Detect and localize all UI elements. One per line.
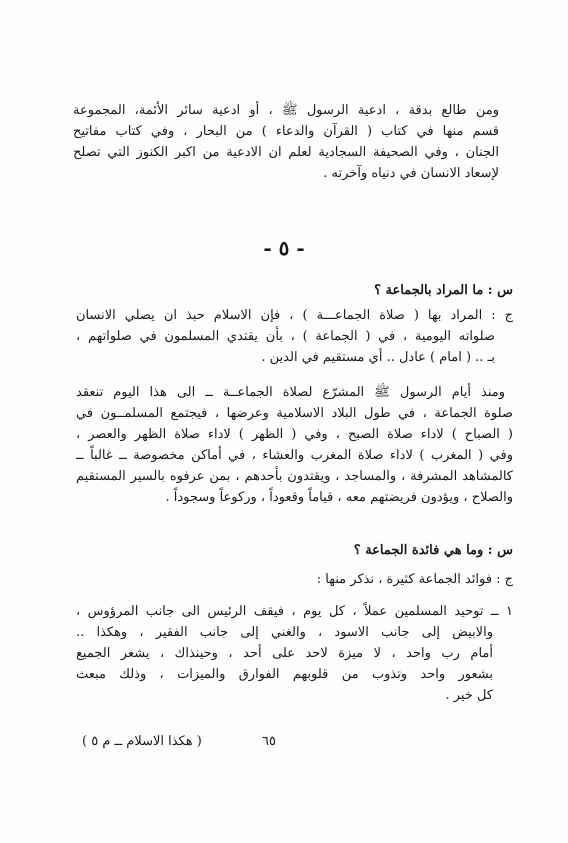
list-item-line: بشعور واحد وتذوب من قلوبهم الفوارق والميزات ، وذلك مبعث <box>76 667 493 682</box>
list-item-line: والابيض إلى جانب الاسود ، والغني إلى جانب الفقير ، وهكذا .. <box>76 625 493 640</box>
answer-1 <box>76 305 513 368</box>
intro-line: ومن طالع بدقة ، ادعية الرسول ﷺ ، أو ادعية سائر الأئمة، المجموعة <box>73 103 499 118</box>
paragraph-line: والصلاح ، ويؤدون فريضتهم معه ، قياماً وقعوداً ، وركوعاً وسجوداً . <box>165 490 513 505</box>
list-item-1 <box>76 601 513 706</box>
answer-2 <box>73 569 513 590</box>
source-signature: ( هكذا الاسلام ــ م ٥ ) <box>82 734 202 749</box>
page-number: ٦٥ <box>262 734 276 749</box>
question-text: س : وما هي فائدة الجماعة ؟ <box>353 543 513 558</box>
answer-line: ج : المراد بها ( صلاة الجماعـــة ) ، فإن الاسلام حبذ ان يصلي الانسان <box>76 308 513 323</box>
list-item-line: كل خير . <box>445 688 493 703</box>
section-number: - ٥ - <box>263 236 305 260</box>
paragraph-line: ومنذ أيام الرسول ﷺ المشرّع لصلاة الجماعــة ــ الى هذا اليوم تنعقد <box>76 385 505 400</box>
paragraph-line: كالمشاهد المشرفة ، والمساجد ، ويقتدون بأحدهم ، بمن عرفوه بالسير المستقيم <box>76 469 513 484</box>
question-1 <box>73 280 513 301</box>
paragraph-2 <box>76 382 513 508</box>
paragraph-line: وفي ( المغرب ) لاداء صلاة المغرب والعشاء ، في أماكن مخصوصة ــ غالباً ــ <box>76 448 513 463</box>
intro-line: الجنان ، وفي الصحيفة السجادية لعلم ان الادعية من اكبر الكنوز التي تصلح <box>73 145 499 160</box>
page-footer <box>82 734 502 756</box>
answer-line: بـ .. ( امام ) عادل .. أي مستقيم في الدين . <box>261 350 495 365</box>
list-item-line: أمام رب واحد ، لا ميزة لاحد على أحد ، وحينذاك ، يشعر الجميع <box>76 646 493 661</box>
intro-line: قسم منها في كتاب ( القرآن والدعاء ) من البحار ، وفي كتاب مفاتيح <box>73 124 499 139</box>
question-text: س : ما المراد بالجماعة ؟ <box>374 283 513 298</box>
answer-line: صلواته اليومية ، في ( الجماعة ) ، بأن يقتدي المسلمون في صلواتهم ، <box>76 329 495 344</box>
question-2 <box>73 540 513 561</box>
paragraph-line: صلوة الجماعة ، في طول البلاد الاسلامية وعرضها ، فيجتمع المسلمــون في <box>76 406 513 421</box>
list-item-line: ١ ــ توحيد المسلمين عملاً ، كل يوم ، فيقف الرئيس الى جانب المرؤوس ، <box>76 604 513 619</box>
intro-line: لإسعاد الانسان في دنياه وآخرته . <box>323 166 499 181</box>
intro-paragraph <box>73 100 499 184</box>
paragraph-line: ( الصباح ) لاداء صلاة الصبح ، وفي ( الظهر ) لاداء صلاة الظهر والعصر ، <box>76 427 513 442</box>
answer-text: ج : فوائد الجماعة كثيرة ، نذكر منها : <box>316 572 513 587</box>
